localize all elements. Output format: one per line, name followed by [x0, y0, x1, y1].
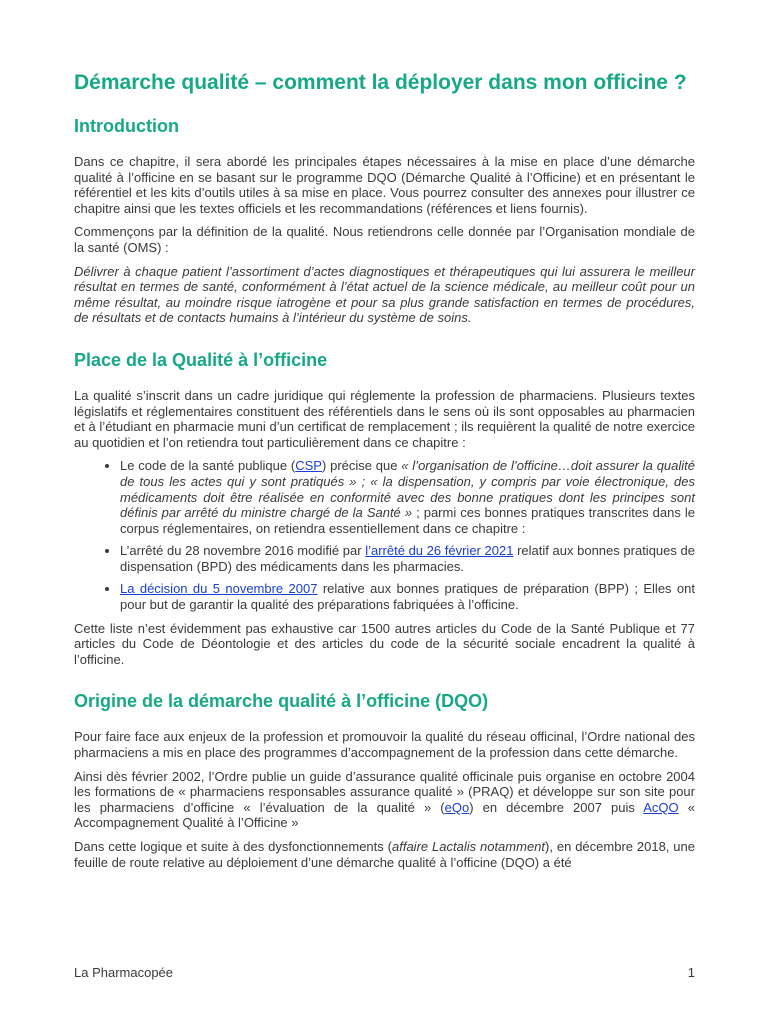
- footer-label: La Pharmacopée: [74, 965, 174, 980]
- intro-paragraph-2: Commençons par la définition de la qualité. Nous retiendrons celle donnée par l’Organisation mondiale de la santé (OMS) :: [74, 224, 695, 255]
- eqo-link[interactable]: eQo: [444, 799, 470, 815]
- acqo-link[interactable]: AcQO: [643, 799, 679, 815]
- arrete-2021-link[interactable]: l’arrêté du 26 février 2021: [365, 543, 514, 559]
- oms-definition-quote: Délivrer à chaque patient l’assortiment d’actes diagnostiques et thérapeutiques qui lui assurera le meilleur résultat en termes de santé, conformément à l’état actuel de la science médicale, au meilleur coût pour un même résultat, au moindre risque iatrogène et pour sa plus grande satisfaction en termes de procédures, de résultats et de contacts humains à l’intérieur du système de soins.: [74, 263, 695, 326]
- list-item: • La décision du 5 novembre 2007 relative aux bonnes pratiques de préparation (BPP) ; Elles ont pour but de garantir la qualité des préparations fabriquées à l’officine.: [120, 581, 695, 612]
- origin-paragraph-2: Ainsi dès février 2002, l’Ordre publie un guide d’assurance qualité officinale puis organise en octobre 2004 les formations de « pharmaciens responsables assurance qualité » (PRAQ) et développe sur son site pour les pharmaciens d’officine « l’évaluation de la qualité » (eQo) en décembre 2007 puis AcQO « Accompagnement Qualité à l’Officine »: [74, 768, 695, 831]
- regulation-list: [74, 458, 695, 612]
- intro-paragraph-1: Dans ce chapitre, il sera abordé les principales étapes nécessaires à la mise en place d’une démarche qualité à l’officine en se basant sur le programme DQO (Démarche Qualité à l’Officine) et en présentant le référentiel et les kits d’outils utiles à sa mise en place. Vous pourrez consulter des annexes pour illustrer ce chapitre ainsi que les textes officiels et les recommandations (références et liens fournis).: [74, 154, 695, 216]
- page-title: Démarche qualité – comment la déployer dans mon officine ?: [74, 71, 687, 94]
- csp-link[interactable]: CSP: [295, 458, 322, 474]
- section-heading-place: Place de la Qualité à l’officine: [74, 349, 328, 370]
- place-paragraph-1: La qualité s’inscrit dans un cadre juridique qui réglemente la profession de pharmaciens. Plusieurs textes législatifs et réglementaires constituent des référentiels dans le sens où ils sont opposables au pharmacien et à l’étudiant en pharmacie muni d’un certificat de remplacement ; ils requièrent la qualité de notre exercice au quotidien et l’on retiendra tout particulièrement dans ce chapitre :: [74, 387, 695, 450]
- list-item: • Le code de la santé publique (CSP) précise que « l’organisation de l’officine…doit assurer la qualité de tous les actes qui y sont pratiqués » ; « la dispensation, y compris par voie électronique, des médicaments doit être réalisée en conformité avec des bonne pratiques dont les principes sont définis par arrêté du ministre chargé de la Santé » ; parmi ces bonnes pratiques transcrites dans le corpus réglementaires, on retiendra essentiellement dans ce chapitre :: [120, 458, 695, 536]
- section-heading-introduction: Introduction: [74, 116, 179, 136]
- list-item: • L’arrêté du 28 novembre 2016 modifié par l’arrêté du 26 février 2021 relatif aux bonnes pratiques de dispensation (BPD) des médicaments dans les pharmacies.: [120, 543, 695, 574]
- section-heading-origin: Origine de la démarche qualité à l’officine (DQO): [74, 691, 489, 712]
- decision-2007-link[interactable]: La décision du 5 novembre 2007: [120, 581, 318, 597]
- document-page: [74, 70, 695, 878]
- page-number: 1: [687, 965, 695, 980]
- page-footer: [74, 965, 695, 981]
- origin-paragraph-1: Pour faire face aux enjeux de la profession et promouvoir la qualité du réseau officinal, l’Ordre national des pharmaciens a mis en place des programmes d’accompagnement de la profession dans cette démarche.: [74, 729, 695, 761]
- origin-paragraph-3: Dans cette logique et suite à des dysfonctionnements (affaire Lactalis notamment), en décembre 2018, une feuille de route relative au déploiement d’une démarche qualité à l’officine (DQO) a été: [74, 839, 695, 870]
- place-paragraph-2: Cette liste n’est évidemment pas exhaustive car 1500 autres articles du Code de la Santé Publique et 77 articles du Code de Déontologie et des articles du code de la sécurité sociale encadrent la qualité à l’officine.: [74, 620, 695, 667]
